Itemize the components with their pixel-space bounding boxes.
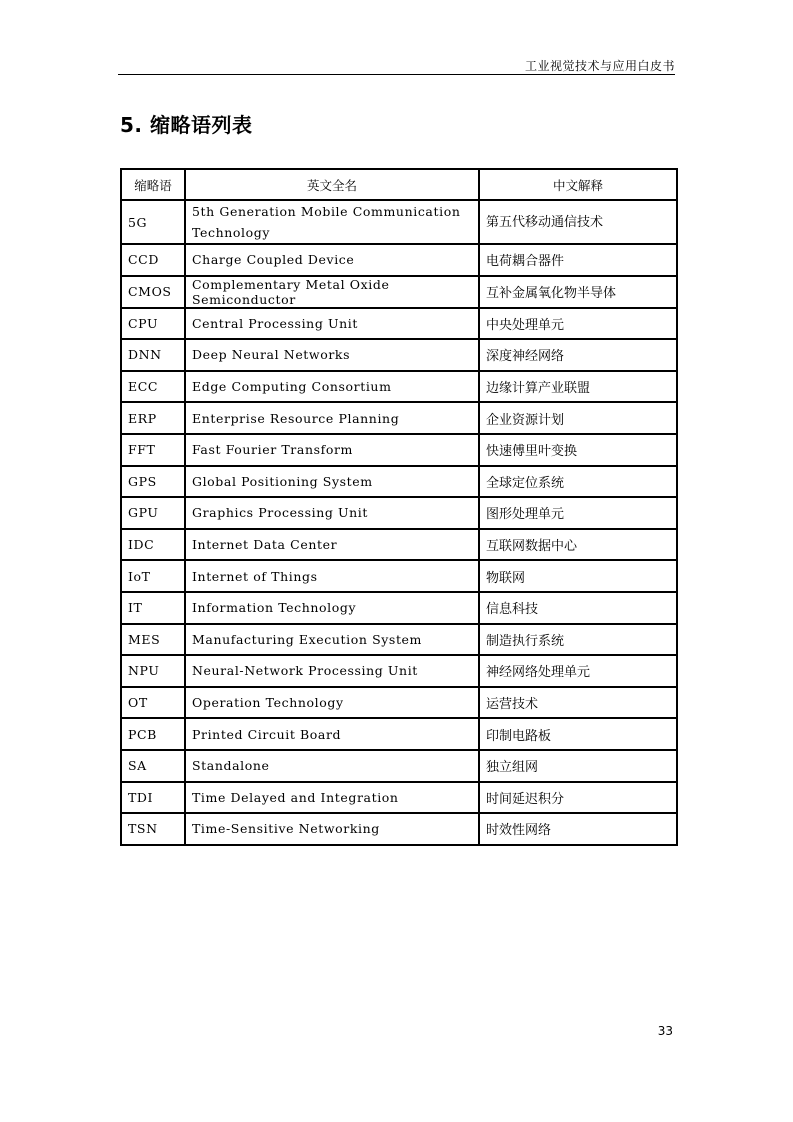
abbreviation-cell: ERP (121, 402, 185, 434)
abbreviation-cell: IT (121, 592, 185, 624)
chinese-meaning-cell: 中央处理单元 (479, 308, 677, 340)
abbreviation-cell: NPU (121, 655, 185, 687)
table-row (121, 782, 677, 814)
table-row (121, 655, 677, 687)
table-row (121, 560, 677, 592)
english-name-cell: Edge Computing Consortium (185, 371, 479, 403)
english-name-cell: Deep Neural Networks (185, 339, 479, 371)
table-row (121, 750, 677, 782)
table-row (121, 813, 677, 845)
chinese-meaning-cell: 深度神经网络 (479, 339, 677, 371)
english-name-cell: Time-Sensitive Networking (185, 813, 479, 845)
chinese-meaning-cell: 电荷耦合器件 (479, 244, 677, 276)
english-name-cell: Internet Data Center (185, 529, 479, 561)
english-name-cell: Standalone (185, 750, 479, 782)
english-name-cell: Fast Fourier Transform (185, 434, 479, 466)
chinese-meaning-cell: 神经网络处理单元 (479, 655, 677, 687)
english-name-cell: Time Delayed and Integration (185, 782, 479, 814)
chinese-meaning-cell: 第五代移动通信技术 (479, 200, 677, 244)
chinese-meaning-cell: 全球定位系统 (479, 466, 677, 498)
english-name-cell: Global Positioning System (185, 466, 479, 498)
english-name-cell: Graphics Processing Unit (185, 497, 479, 529)
abbreviation-cell: FFT (121, 434, 185, 466)
abbreviation-cell: CMOS (121, 276, 185, 308)
table-row (121, 276, 677, 308)
english-name-cell: Neural-Network Processing Unit (185, 655, 479, 687)
abbreviation-cell: OT (121, 687, 185, 719)
abbreviation-cell: 5G (121, 200, 185, 244)
abbreviation-cell: CCD (121, 244, 185, 276)
chinese-meaning-cell: 信息科技 (479, 592, 677, 624)
english-name-cell: Complementary Metal Oxide Semiconductor (185, 276, 479, 308)
english-name-cell: Operation Technology (185, 687, 479, 719)
abbreviation-cell: SA (121, 750, 185, 782)
table-row (121, 371, 677, 403)
english-name-cell: Printed Circuit Board (185, 718, 479, 750)
header-divider (118, 74, 675, 75)
table-row (121, 529, 677, 561)
table-row (121, 200, 677, 244)
abbreviation-cell: GPS (121, 466, 185, 498)
section-title: 5. 缩略语列表 (120, 113, 253, 137)
english-name-cell: Enterprise Resource Planning (185, 402, 479, 434)
table-row (121, 718, 677, 750)
table-row (121, 687, 677, 719)
english-name-cell: Internet of Things (185, 560, 479, 592)
table-row (121, 339, 677, 371)
chinese-meaning-cell: 互补金属氧化物半导体 (479, 276, 677, 308)
page-number: 33 (657, 1024, 673, 1038)
table-row (121, 402, 677, 434)
chinese-meaning-cell: 快速傅里叶变换 (479, 434, 677, 466)
abbreviation-cell: MES (121, 624, 185, 656)
table-header-row (121, 169, 677, 200)
table-row (121, 624, 677, 656)
english-name-cell: 5th Generation Mobile Communication Technology (185, 200, 479, 244)
table-row (121, 592, 677, 624)
chinese-meaning-cell: 企业资源计划 (479, 402, 677, 434)
table-row (121, 308, 677, 340)
chinese-meaning-cell: 制造执行系统 (479, 624, 677, 656)
table-row (121, 497, 677, 529)
chinese-meaning-cell: 印制电路板 (479, 718, 677, 750)
chinese-meaning-cell: 图形处理单元 (479, 497, 677, 529)
chinese-meaning-cell: 时效性网络 (479, 813, 677, 845)
abbreviation-cell: PCB (121, 718, 185, 750)
abbreviation-cell: CPU (121, 308, 185, 340)
english-name-cell: Manufacturing Execution System (185, 624, 479, 656)
chinese-meaning-cell: 时间延迟积分 (479, 782, 677, 814)
abbreviation-cell: DNN (121, 339, 185, 371)
column-header-chinese-meaning: 中文解释 (479, 169, 677, 200)
abbreviation-cell: IDC (121, 529, 185, 561)
chinese-meaning-cell: 独立组网 (479, 750, 677, 782)
chinese-meaning-cell: 运营技术 (479, 687, 677, 719)
abbreviation-cell: TSN (121, 813, 185, 845)
english-name-cell: Charge Coupled Device (185, 244, 479, 276)
table-row (121, 466, 677, 498)
table-body (121, 200, 677, 845)
column-header-abbreviation: 缩略语 (121, 169, 185, 200)
english-name-cell: Central Processing Unit (185, 308, 479, 340)
table-row (121, 244, 677, 276)
chinese-meaning-cell: 边缘计算产业联盟 (479, 371, 677, 403)
chinese-meaning-cell: 物联网 (479, 560, 677, 592)
table-row (121, 434, 677, 466)
column-header-english-name: 英文全名 (185, 169, 479, 200)
english-name-cell: Information Technology (185, 592, 479, 624)
abbreviation-cell: TDI (121, 782, 185, 814)
abbreviation-table (120, 168, 678, 846)
abbreviation-cell: IoT (121, 560, 185, 592)
abbreviation-cell: GPU (121, 497, 185, 529)
abbreviation-cell: ECC (121, 371, 185, 403)
chinese-meaning-cell: 互联网数据中心 (479, 529, 677, 561)
document-header-title: 工业视觉技术与应用白皮书 (524, 59, 675, 73)
